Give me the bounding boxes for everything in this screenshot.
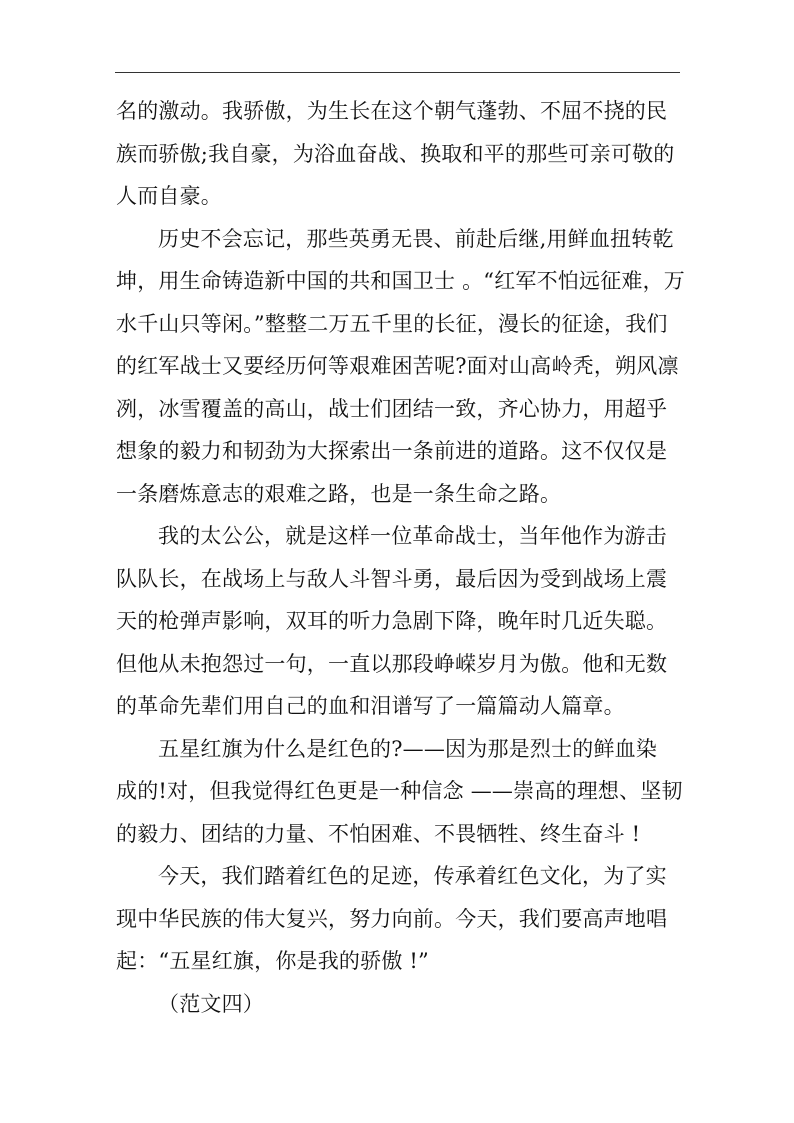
text-line: 冽，冰雪覆盖的高山，战士们团结一致，齐心协力，用超乎 [116, 396, 668, 421]
text-line: 名的激动。我骄傲，为生长在这个朝气蓬勃、不屈不挠的民 [116, 99, 668, 123]
text-line: 想象的毅力和韧劲为大探索出一条前进的道路。这不仅仅是 [116, 439, 668, 463]
text-line: 的红军战士又要经历何等艰难困苦呢?面对山高岭秃，朔风凛 [116, 354, 679, 378]
text-line: 的革命先辈们用自己的血和泪谱写了一篇篇动人篇章。 [116, 694, 625, 718]
header-rule [115, 72, 680, 73]
paragraph-first-line: 历史不会忘记，那些英勇无畏、前赴后继,用鲜血扭转乾 [158, 226, 674, 251]
text-line: 但他从未抱怨过一句，一直以那段峥嵘岁月为傲。他和无数 [116, 651, 668, 676]
paragraph-first-line: 我的太公公，就是这样一位革命战士，当年他作为游击 [158, 524, 667, 548]
paragraph-first-line: 五星红旗为什么是红色的?——因为那是烈士的鲜血染 [158, 736, 658, 761]
text-line: 族而骄傲;我自豪，为浴血奋战、换取和平的那些可亲可敬的 [116, 141, 675, 166]
text-line: 坤，用生命铸造新中国的共和国卫士 。“红军不怕远征难，万 [116, 269, 686, 293]
text-line: 现中华民族的伟大复兴，努力向前。今天，我们要高声地唱 [116, 906, 668, 931]
text-line: 队队长，在战场上与敌人斗智斗勇，最后因为受到战场上震 [116, 566, 668, 591]
text-line: 起：“五星红旗，你是我的骄傲 !” [116, 949, 429, 973]
text-line: 成的!对，但我觉得红色更是一种信念 ——崇高的理想、坚韧 [116, 779, 683, 803]
text-line: 水千山只等闲。”整整二万五千里的长征，漫长的征途，我们 [116, 311, 668, 336]
text-line: 天的枪弹声影响，双耳的听力急剧下降，晚年时几近失聪。 [116, 609, 668, 633]
document-body [116, 90, 686, 1025]
text-line: 的毅力、团结的力量、不怕困难、不畏牺牲、终生奋斗 ! [116, 821, 641, 846]
text-line: 人而自豪。 [116, 184, 222, 208]
text-line: 一条磨炼意志的艰难之路，也是一条生命之路。 [116, 481, 562, 506]
section-caption: （范文四） [158, 991, 264, 1016]
paragraph-first-line: 今天，我们踏着红色的足迹，传承着红色文化，为了实 [158, 864, 667, 888]
